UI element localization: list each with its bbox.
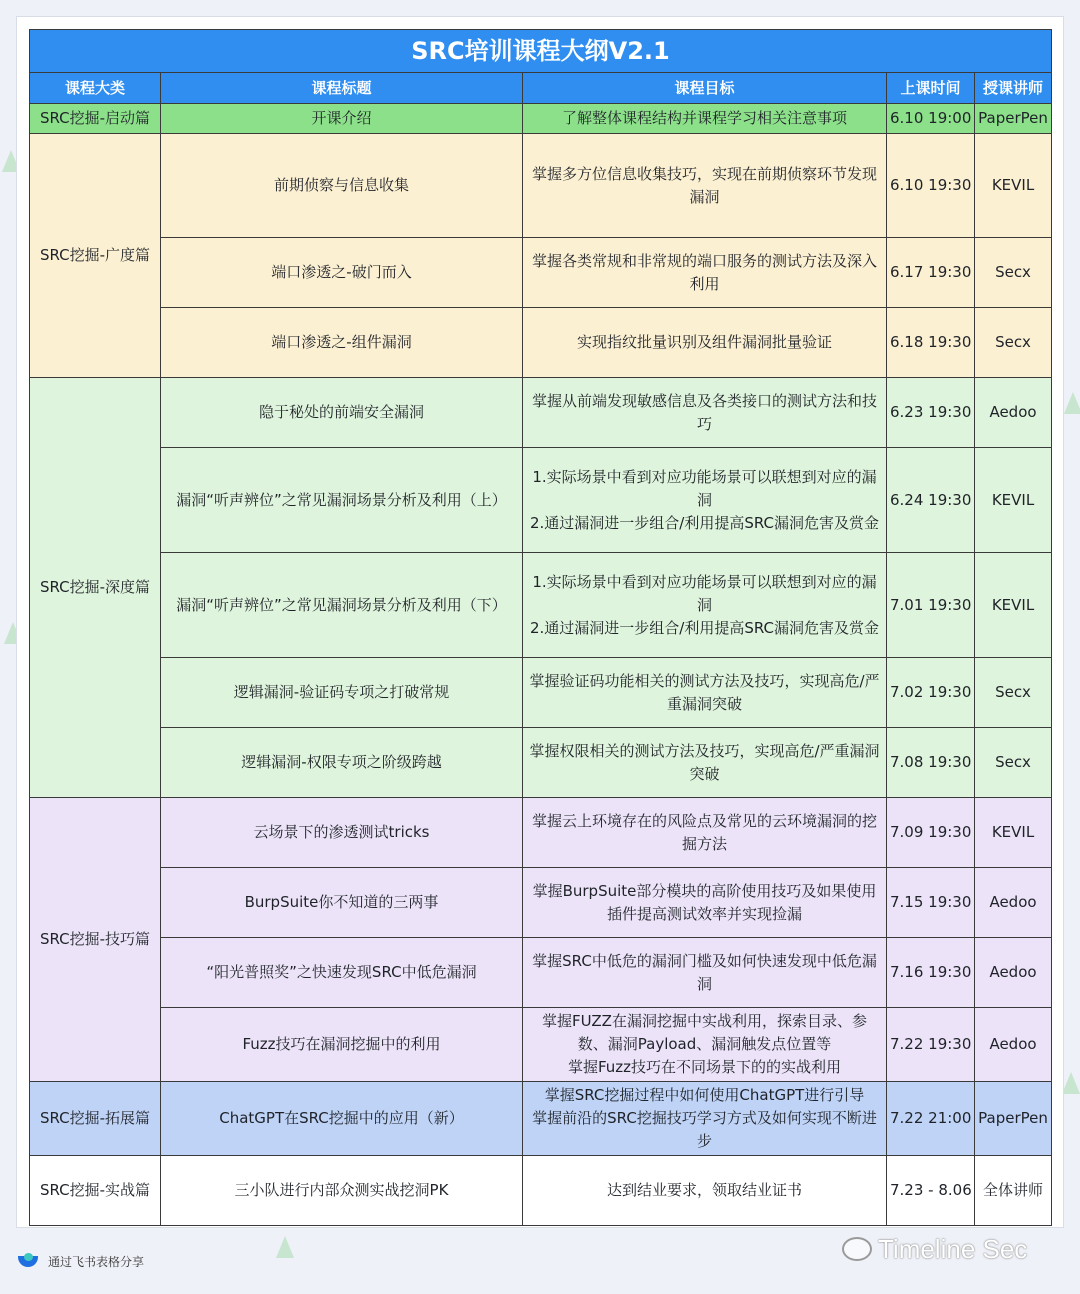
header-course-goal: 课程目标 bbox=[523, 73, 887, 104]
course-title-cell[interactable]: 开课介绍 bbox=[161, 104, 523, 134]
course-title-cell[interactable]: 逻辑漏洞-权限专项之阶级跨越 bbox=[161, 728, 523, 798]
course-goal-cell[interactable]: 掌握SRC中低危的漏洞门槛及如何快速发现中低危漏洞 bbox=[523, 938, 887, 1008]
share-text: 通过飞书表格分享 bbox=[48, 1254, 145, 1269]
course-title-cell[interactable]: 漏洞“听声辨位”之常见漏洞场景分析及利用（上） bbox=[161, 448, 523, 553]
header-row bbox=[30, 73, 1052, 104]
course-title-cell[interactable]: 漏洞“听声辨位”之常见漏洞场景分析及利用（下） bbox=[161, 553, 523, 658]
table-row bbox=[30, 938, 1052, 1008]
course-goal-cell[interactable] bbox=[523, 1082, 887, 1156]
table-row bbox=[30, 553, 1052, 658]
course-goal-cell[interactable]: 实现指纹批量识别及组件漏洞批量验证 bbox=[523, 308, 887, 378]
course-title-cell[interactable]: Fuzz技巧在漏洞挖掘中的利用 bbox=[161, 1008, 523, 1082]
lecturer-cell[interactable]: Secx bbox=[975, 658, 1052, 728]
class-time-cell[interactable]: 7.09 19:30 bbox=[887, 798, 975, 868]
spreadsheet-card bbox=[16, 16, 1064, 1228]
course-goal-cell[interactable]: 了解整体课程结构并课程学习相关注意事项 bbox=[523, 104, 887, 134]
class-time-cell[interactable]: 6.23 19:30 bbox=[887, 378, 975, 448]
lecturer-cell[interactable]: KEVIL bbox=[975, 798, 1052, 868]
goal-line: 1.实际场景中看到对应功能场景可以联想到对应的漏洞 bbox=[532, 467, 877, 509]
course-outline-table bbox=[29, 29, 1052, 1226]
course-title-cell[interactable]: 云场景下的渗透测试tricks bbox=[161, 798, 523, 868]
background-decoration bbox=[1062, 1072, 1080, 1094]
lecturer-cell[interactable]: PaperPen bbox=[975, 104, 1052, 134]
class-time-cell[interactable]: 7.22 19:30 bbox=[887, 1008, 975, 1082]
table-row bbox=[30, 1156, 1052, 1226]
goal-line: 2.通过漏洞进一步组合/利用提高SRC漏洞危害及赏金 bbox=[529, 618, 880, 637]
table-row bbox=[30, 378, 1052, 448]
class-time-cell[interactable]: 7.02 19:30 bbox=[887, 658, 975, 728]
table-body bbox=[30, 104, 1052, 1226]
wechat-icon bbox=[842, 1237, 872, 1261]
lecturer-cell[interactable]: PaperPen bbox=[975, 1082, 1052, 1156]
course-title-cell[interactable]: 端口渗透之-破门而入 bbox=[161, 238, 523, 308]
course-goal-cell[interactable] bbox=[523, 448, 887, 553]
course-goal-cell[interactable]: 掌握多方位信息收集技巧，实现在前期侦察环节发现漏洞 bbox=[523, 134, 887, 238]
lecturer-cell[interactable]: Secx bbox=[975, 728, 1052, 798]
course-title-cell[interactable]: ChatGPT在SRC挖掘中的应用（新） bbox=[161, 1082, 523, 1156]
class-time-cell[interactable]: 7.01 19:30 bbox=[887, 553, 975, 658]
class-time-cell[interactable]: 7.23 - 8.06 bbox=[887, 1156, 975, 1226]
header-lecturer: 授课讲师 bbox=[975, 73, 1052, 104]
lecturer-cell[interactable]: Aedoo bbox=[975, 938, 1052, 1008]
header-class-time: 上课时间 bbox=[887, 73, 975, 104]
goal-line: 掌握FUZZ在漏洞挖掘中实战利用，探索目录、参数、漏洞Payload、漏洞触发点位置等 bbox=[542, 1012, 867, 1053]
course-goal-cell[interactable]: 达到结业要求，领取结业证书 bbox=[523, 1156, 887, 1226]
course-title-cell[interactable]: 前期侦察与信息收集 bbox=[161, 134, 523, 238]
goal-line: 掌握Fuzz技巧在不同场景下的的实战利用 bbox=[567, 1058, 842, 1076]
category-cell[interactable]: SRC挖掘-实战篇 bbox=[30, 1156, 161, 1226]
course-title-cell[interactable]: 逻辑漏洞-验证码专项之打破常规 bbox=[161, 658, 523, 728]
table-row bbox=[30, 308, 1052, 378]
background-decoration bbox=[276, 1236, 294, 1258]
table-row bbox=[30, 104, 1052, 134]
background-decoration bbox=[1064, 392, 1080, 414]
goal-line: 2.通过漏洞进一步组合/利用提高SRC漏洞危害及赏金 bbox=[529, 513, 880, 532]
header-category: 课程大类 bbox=[30, 73, 161, 104]
share-footer[interactable] bbox=[18, 1250, 144, 1272]
lecturer-cell[interactable]: KEVIL bbox=[975, 448, 1052, 553]
course-title-cell[interactable]: 三小队进行内部众测实战挖洞PK bbox=[161, 1156, 523, 1226]
feishu-logo-icon bbox=[18, 1253, 38, 1269]
category-cell[interactable]: SRC挖掘-启动篇 bbox=[30, 104, 161, 134]
course-goal-cell[interactable]: 掌握各类常规和非常规的端口服务的测试方法及深入利用 bbox=[523, 238, 887, 308]
lecturer-cell[interactable]: KEVIL bbox=[975, 553, 1052, 658]
table-row bbox=[30, 728, 1052, 798]
table-row bbox=[30, 238, 1052, 308]
course-goal-cell[interactable]: 掌握验证码功能相关的测试方法及技巧，实现高危/严重漏洞突破 bbox=[523, 658, 887, 728]
goal-line: 掌握前沿的SRC挖掘技巧学习方式及如何实现不断进步 bbox=[532, 1109, 877, 1150]
category-cell[interactable]: SRC挖掘-拓展篇 bbox=[30, 1082, 161, 1156]
class-time-cell[interactable]: 6.18 19:30 bbox=[887, 308, 975, 378]
table-row bbox=[30, 868, 1052, 938]
lecturer-cell[interactable]: KEVIL bbox=[975, 134, 1052, 238]
course-goal-cell[interactable]: 掌握云上环境存在的风险点及常见的云环境漏洞的挖掘方法 bbox=[523, 798, 887, 868]
goal-line: 掌握SRC挖掘过程中如何使用ChatGPT进行引导 bbox=[544, 1086, 865, 1104]
lecturer-cell[interactable]: Secx bbox=[975, 238, 1052, 308]
category-cell[interactable]: SRC挖掘-深度篇 bbox=[30, 378, 161, 798]
goal-line: 1.实际场景中看到对应功能场景可以联想到对应的漏洞 bbox=[532, 572, 877, 614]
table-row bbox=[30, 448, 1052, 553]
table-row bbox=[30, 134, 1052, 238]
course-title-cell[interactable]: “阳光普照奖”之快速发现SRC中低危漏洞 bbox=[161, 938, 523, 1008]
course-title-cell[interactable]: 隐于秘处的前端安全漏洞 bbox=[161, 378, 523, 448]
lecturer-cell[interactable]: Secx bbox=[975, 308, 1052, 378]
course-goal-cell[interactable] bbox=[523, 553, 887, 658]
course-title-cell[interactable]: 端口渗透之-组件漏洞 bbox=[161, 308, 523, 378]
lecturer-cell[interactable]: Aedoo bbox=[975, 868, 1052, 938]
class-time-cell[interactable]: 7.22 21:00 bbox=[887, 1082, 975, 1156]
lecturer-cell[interactable]: Aedoo bbox=[975, 1008, 1052, 1082]
table-row bbox=[30, 798, 1052, 868]
class-time-cell[interactable]: 6.10 19:30 bbox=[887, 134, 975, 238]
course-goal-cell[interactable]: 掌握从前端发现敏感信息及各类接口的测试方法和技巧 bbox=[523, 378, 887, 448]
course-goal-cell[interactable]: 掌握BurpSuite部分模块的高阶使用技巧及如果使用插件提高测试效率并实现捡漏 bbox=[523, 868, 887, 938]
class-time-cell[interactable]: 7.16 19:30 bbox=[887, 938, 975, 1008]
course-goal-cell[interactable] bbox=[523, 1008, 887, 1082]
table-row bbox=[30, 658, 1052, 728]
header-course-title: 课程标题 bbox=[161, 73, 523, 104]
category-cell[interactable]: SRC挖掘-广度篇 bbox=[30, 134, 161, 378]
course-title-cell[interactable]: BurpSuite你不知道的三两事 bbox=[161, 868, 523, 938]
table-row bbox=[30, 1082, 1052, 1156]
course-goal-cell[interactable]: 掌握权限相关的测试方法及技巧，实现高危/严重漏洞突破 bbox=[523, 728, 887, 798]
class-time-cell[interactable]: 7.08 19:30 bbox=[887, 728, 975, 798]
category-cell[interactable]: SRC挖掘-技巧篇 bbox=[30, 798, 161, 1082]
class-time-cell[interactable]: 6.10 19:00 bbox=[887, 104, 975, 134]
class-time-cell[interactable]: 7.15 19:30 bbox=[887, 868, 975, 938]
watermark bbox=[842, 1232, 1027, 1266]
table-row bbox=[30, 1008, 1052, 1082]
lecturer-cell[interactable]: 全体讲师 bbox=[975, 1156, 1052, 1226]
lecturer-cell[interactable]: Aedoo bbox=[975, 378, 1052, 448]
watermark-text: Timeline Sec bbox=[878, 1233, 1028, 1264]
class-time-cell[interactable]: 6.24 19:30 bbox=[887, 448, 975, 553]
table-title: SRC培训课程大纲V2.1 bbox=[30, 30, 1052, 73]
class-time-cell[interactable]: 6.17 19:30 bbox=[887, 238, 975, 308]
